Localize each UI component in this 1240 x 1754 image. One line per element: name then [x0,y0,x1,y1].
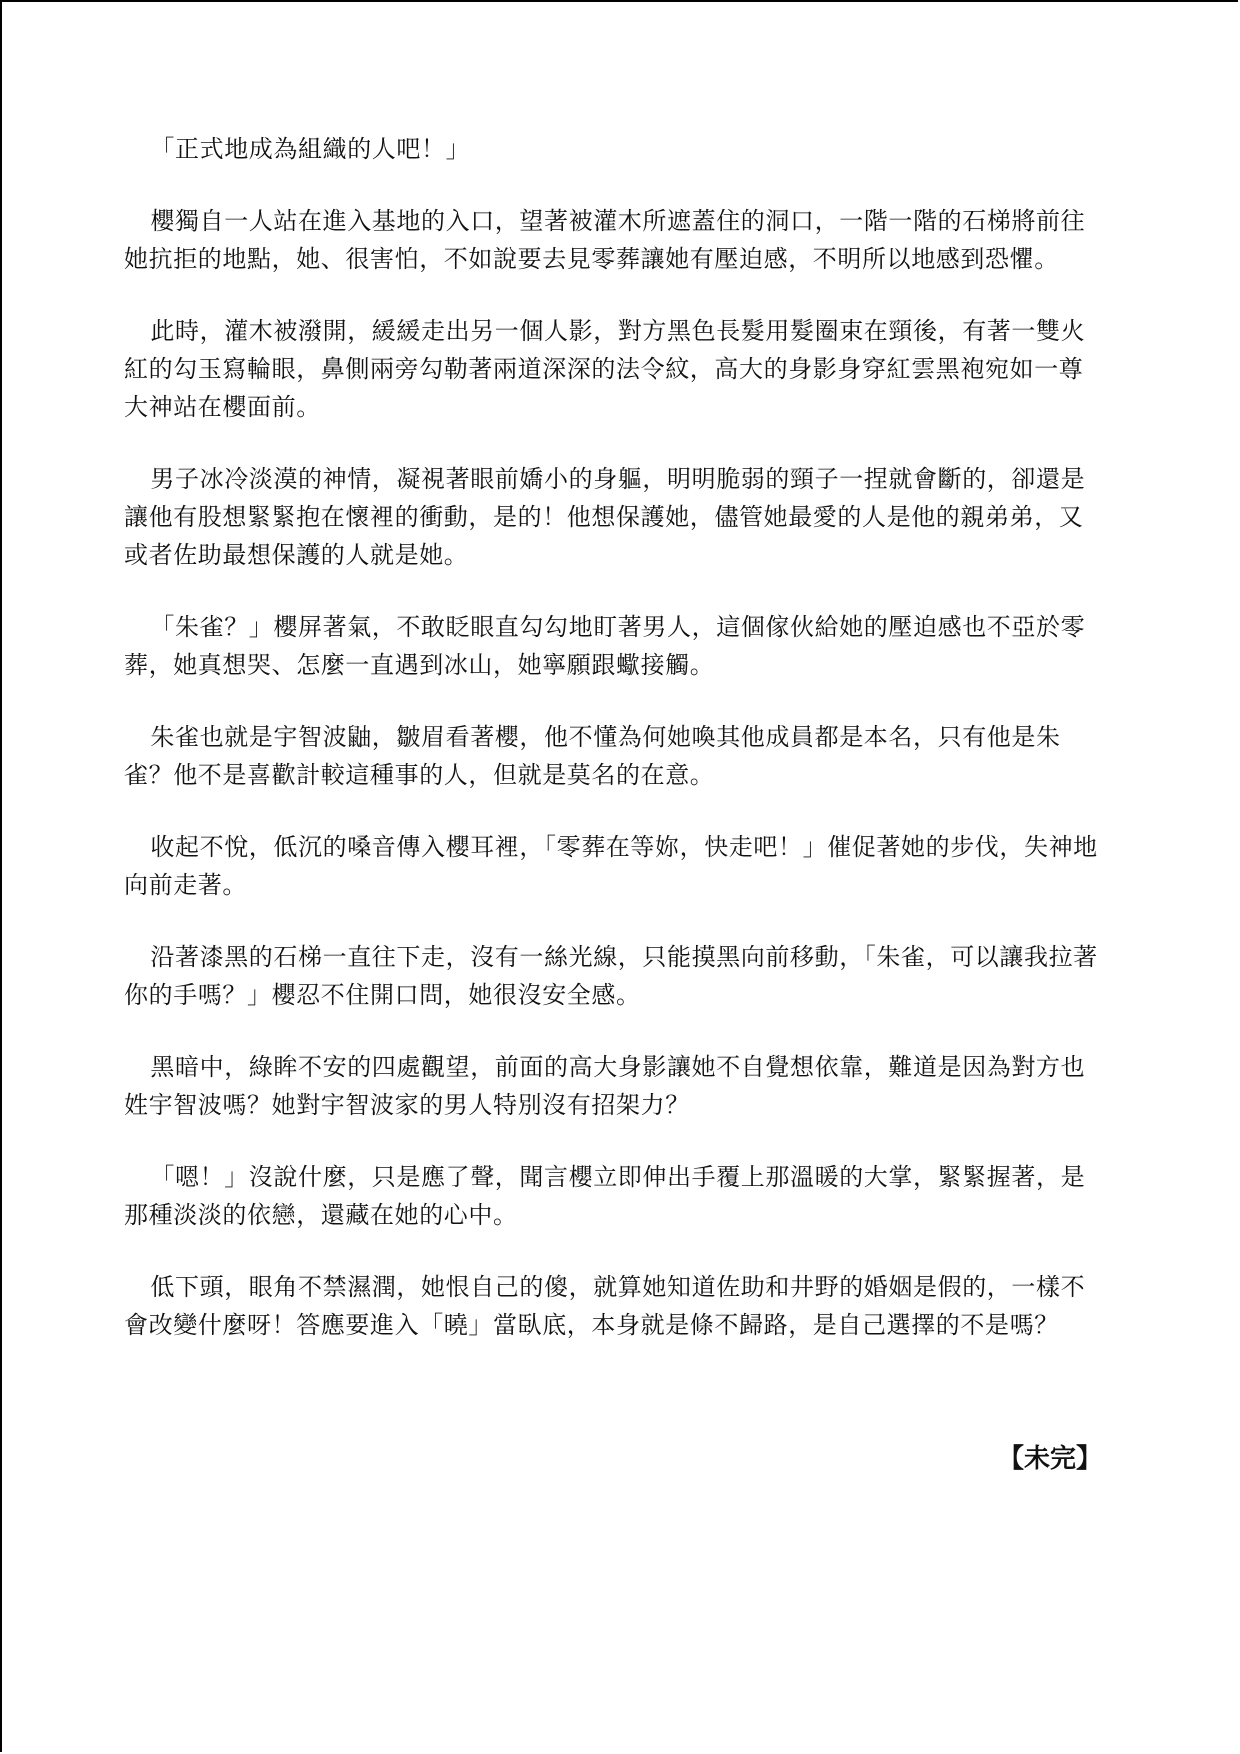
paragraph-6: 朱雀也就是宇智波鼬，皺眉看著櫻，他不懂為何她喚其他成員都是本名，只有他是朱雀？他不是喜歡計較這種事的人，但就是莫名的在意。 [124,723,1061,789]
paragraph-7: 收起不悅，低沉的嗓音傳入櫻耳裡，「零葬在等妳，快走吧！」催促著她的步伐，失神地向前走著。 [124,833,1098,899]
paragraph-9: 黑暗中，綠眸不安的四處觀望，前面的高大身影讓她不自覺想依靠，難道是因為對方也姓宇智波嗎？她對宇智波家的男人特別沒有招架力？ [124,1053,1086,1119]
paragraph-11: 低下頭，眼角不禁濕潤，她恨自己的傻，就算她知道佐助和井野的婚姻是假的，一樣不會改變什麼呀！答應要進入「曉」當臥底，本身就是條不歸路，是自己選擇的不是嗎？ [124,1273,1086,1339]
document-body [124,130,1102,1378]
paragraph-3: 此時，灌木被潑開，緩緩走出另一個人影，對方黑色長髮用髮圈束在頸後，有著一雙火紅的勾玉寫輪眼，鼻側兩旁勾勒著兩道深深的法令紋，高大的身影身穿紅雲黑袍宛如一尊大神站在櫻面前。 [124,317,1086,421]
paragraph-2: 櫻獨自一人站在進入基地的入口，望著被灌木所遮蓋住的洞口，一階一階的石梯將前往她抗拒的地點，她、很害怕，不如說要去見零葬讓她有壓迫感，不明所以地感到恐懼。 [124,207,1086,273]
paragraph-5: 「朱雀？」櫻屏著氣，不敢眨眼直勾勾地盯著男人，這個傢伙給她的壓迫感也不亞於零葬，她真想哭、怎麼一直遇到冰山，她寧願跟蠍接觸。 [124,613,1086,679]
paragraph-10: 「嗯！」沒說什麼，只是應了聲，聞言櫻立即伸出手覆上那溫暖的大掌，緊緊握著，是那種淡淡的依戀，還藏在她的心中。 [124,1163,1086,1229]
paragraph-1: 「正式地成為組織的人吧！」 [150,135,471,163]
paragraph-8: 沿著漆黑的石梯一直往下走，沒有一絲光線，只能摸黑向前移動，「朱雀，可以讓我拉著你的手嗎？」櫻忍不住開口問，她很沒安全感。 [124,943,1098,1009]
paragraph-4: 男子冰冷淡漠的神情，凝視著眼前嬌小的身軀，明明脆弱的頸子一捏就會斷的，卻還是讓他有股想緊緊抱在懷裡的衝動，是的！他想保護她，儘管她最愛的人是他的親弟弟，又或者佐助最想保護的人就是她。 [124,465,1086,569]
end-mark: 【未完】 [997,1444,1102,1474]
